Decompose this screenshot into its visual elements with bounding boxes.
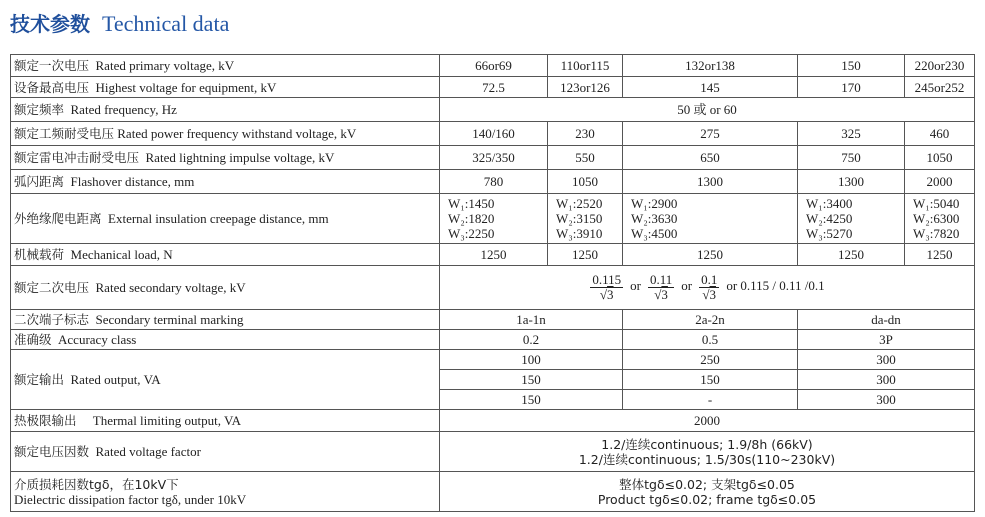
value-cell: 150 — [440, 370, 623, 390]
label-power-freq-withstand: 额定工频耐受电压 Rated power frequency withstand voltage, kV — [11, 122, 440, 146]
row-flashover — [11, 170, 975, 194]
value-cell: 2000 — [905, 170, 975, 194]
value-cell: 650 — [623, 146, 798, 170]
value-cell: 275 — [623, 122, 798, 146]
row-thermal — [11, 410, 975, 432]
value-cell: 1050 — [905, 146, 975, 170]
technical-data-table — [10, 54, 975, 512]
creepage-cell: W₁:2900 W₂:3630 W₃:4500 — [623, 194, 798, 244]
value-cell: 72.5 — [440, 77, 548, 98]
value-cell: 1250 — [440, 244, 548, 266]
value-cell: 1250 — [798, 244, 905, 266]
value-cell: 250 — [623, 350, 798, 370]
value-cell: 2a-2n — [623, 310, 798, 330]
creepage-cell: W₁:1450 W₂:1820 W₃:2250 — [440, 194, 548, 244]
value-cell: 780 — [440, 170, 548, 194]
value-cell: 132or138 — [623, 55, 798, 77]
label-thermal: 热极限输出 Thermal limiting output, VA — [11, 410, 440, 432]
label-voltage-factor: 额定电压因数 Rated voltage factor — [11, 432, 440, 472]
label-flashover: 弧闪距离 Flashover distance, mm — [11, 170, 440, 194]
creepage-cell: W₁:3400 W₂:4250 W₃:5270 — [798, 194, 905, 244]
label-terminal-marking: 二次端子标志 Secondary terminal marking — [11, 310, 440, 330]
value-cell: 150 — [623, 370, 798, 390]
value-cell: 300 — [798, 370, 975, 390]
value-cell: 110or115 — [548, 55, 623, 77]
voltage-factor-cell: 1.2/连续continuous; 1.9/8h (66kV) 1.2/连续continuous; 1.5/30s(110~230kV) — [440, 432, 975, 472]
value-cell: 300 — [798, 350, 975, 370]
secondary-voltage-formula: $\frac{0.115}{√3}$ or $\frac{0.11}{√3}$ or $\frac{0.1}{√3}$ or 0.115 / 0.11 /0.1 — [440, 266, 975, 310]
creepage-cell: W₁:5040 W₂:6300 W₃:7820 — [905, 194, 975, 244]
row-accuracy — [11, 330, 975, 350]
value-cell: 1300 — [798, 170, 905, 194]
value-cell: 150 — [440, 390, 623, 410]
row-dielectric — [11, 472, 975, 512]
value-cell: 140/160 — [440, 122, 548, 146]
row-highest-voltage — [11, 77, 975, 98]
page-title — [10, 6, 229, 42]
value-cell: - — [623, 390, 798, 410]
title-cn: 技术参数 — [10, 12, 90, 36]
value-cell: 2000 — [440, 410, 975, 432]
value-cell: 245or252 — [905, 77, 975, 98]
value-cell: 3P — [798, 330, 975, 350]
row-mechanical-load — [11, 244, 975, 266]
label-secondary-voltage: 额定二次电压 Rated secondary voltage, kV — [11, 266, 440, 310]
row-frequency — [11, 98, 975, 122]
fraction: $\frac{0.1}{√3}$ — [701, 272, 718, 302]
value-cell: 1300 — [623, 170, 798, 194]
dielectric-cell: 整体tgδ≤0.02; 支架tgδ≤0.05 Product tgδ≤0.02; frame tgδ≤0.05 — [440, 472, 975, 512]
value-cell: 1a-1n — [440, 310, 623, 330]
row-primary-voltage — [11, 55, 975, 77]
fraction: $\frac{0.115}{√3}$ — [592, 272, 622, 302]
row-power-freq-withstand — [11, 122, 975, 146]
value-cell: 220or230 — [905, 55, 975, 77]
label-frequency: 额定频率 Rated frequency, Hz — [11, 98, 440, 122]
row-voltage-factor — [11, 432, 975, 472]
value-cell: 325 — [798, 122, 905, 146]
row-terminal-marking — [11, 310, 975, 330]
value-cell: 1250 — [623, 244, 798, 266]
label-creepage: 外绝缘爬电距离 External insulation creepage distance, mm — [11, 194, 440, 244]
value-cell: 460 — [905, 122, 975, 146]
value-cell: da-dn — [798, 310, 975, 330]
value-cell: 123or126 — [548, 77, 623, 98]
value-cell: 1250 — [548, 244, 623, 266]
value-cell: 150 — [798, 55, 905, 77]
value-cell: 230 — [548, 122, 623, 146]
row-secondary-voltage — [11, 266, 975, 310]
value-cell: 0.5 — [623, 330, 798, 350]
value-cell: 66or69 — [440, 55, 548, 77]
value-cell: 50 或 or 60 — [440, 98, 975, 122]
row-creepage — [11, 194, 975, 244]
value-cell: 100 — [440, 350, 623, 370]
value-cell: 170 — [798, 77, 905, 98]
row-lightning-impulse — [11, 146, 975, 170]
label-primary-voltage: 额定一次电压 Rated primary voltage, kV — [11, 55, 440, 77]
value-cell: 550 — [548, 146, 623, 170]
label-rated-output: 额定输出 Rated output, VA — [11, 350, 440, 410]
value-cell: 1250 — [905, 244, 975, 266]
label-dielectric: 介质损耗因数tgδ，在10kV下 Dielectric dissipation factor tgδ, under 10kV — [11, 472, 440, 512]
label-accuracy: 准确级 Accuracy class — [11, 330, 440, 350]
label-highest-voltage: 设备最高电压 Highest voltage for equipment, kV — [11, 77, 440, 98]
fraction: $\frac{0.11}{√3}$ — [649, 272, 673, 302]
value-cell: 325/350 — [440, 146, 548, 170]
value-cell: 0.2 — [440, 330, 623, 350]
value-cell: 300 — [798, 390, 975, 410]
title-en: Technical data — [102, 11, 230, 36]
value-cell: 750 — [798, 146, 905, 170]
value-cell: 145 — [623, 77, 798, 98]
label-lightning-impulse: 额定雷电冲击耐受电压 Rated lightning impulse voltage, kV — [11, 146, 440, 170]
creepage-cell: W₁:2520 W₂:3150 W₃:3910 — [548, 194, 623, 244]
value-cell: 1050 — [548, 170, 623, 194]
label-mechanical-load: 机械载荷 Mechanical load, N — [11, 244, 440, 266]
row-rated-output — [11, 350, 975, 370]
